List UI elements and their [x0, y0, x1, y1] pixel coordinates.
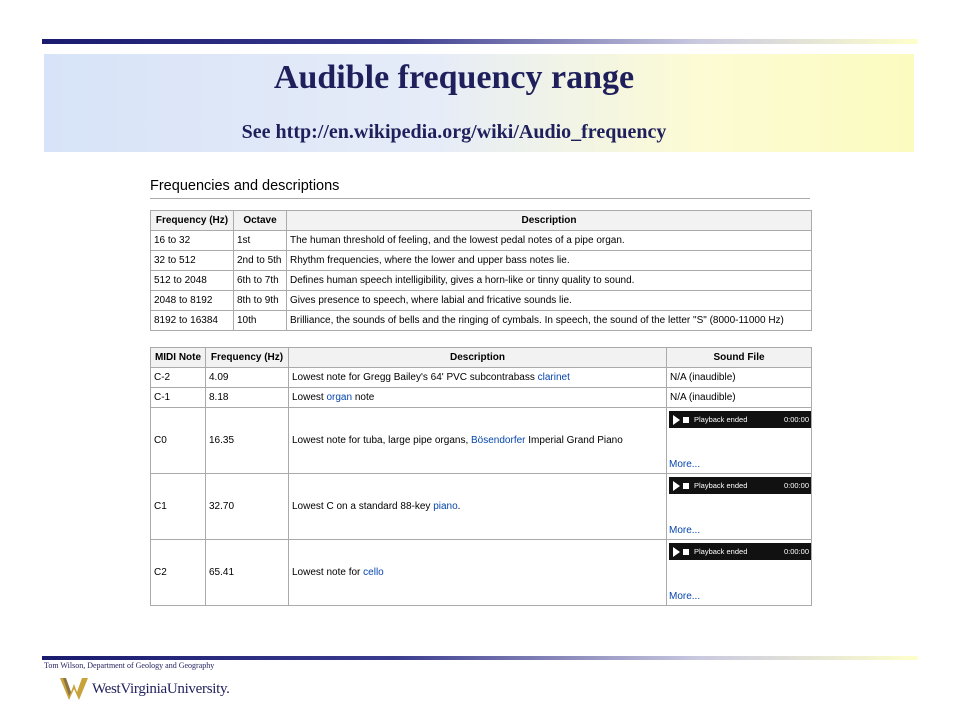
sound-file-cell	[667, 540, 812, 606]
midi-note-cell: C0	[151, 408, 206, 474]
play-icon[interactable]	[673, 481, 680, 491]
play-icon[interactable]	[673, 415, 680, 425]
description-text: Lowest	[292, 392, 327, 403]
table-header-row	[151, 348, 812, 368]
table-cell: 1st	[234, 231, 287, 251]
midi-note-cell: C1	[151, 474, 206, 540]
sound-file-cell: N/A (inaudible)	[667, 388, 812, 408]
wiki-link-bosendorfer[interactable]: Bösendorfer	[471, 435, 526, 446]
description-text: Lowest C on a standard 88-key	[292, 501, 434, 512]
title-band	[44, 54, 914, 152]
more-link[interactable]: More...	[669, 525, 701, 536]
midi-table	[150, 347, 812, 606]
table-cell: Rhythm frequencies, where the lower and upper bass notes lie.	[287, 251, 812, 271]
audio-player	[669, 477, 811, 494]
playback-status: Playback ended	[694, 481, 748, 490]
frequency-cell: 32.70	[206, 474, 289, 540]
table-cell: 8th to 9th	[234, 291, 287, 311]
column-header: Description	[287, 211, 812, 231]
slide-subtitle: See http://en.wikipedia.org/wiki/Audio_frequency	[241, 121, 667, 143]
sound-file-cell: N/A (inaudible)	[667, 368, 812, 388]
table-row	[151, 368, 812, 388]
table-cell: 8192 to 16384	[151, 311, 234, 331]
wiki-link-organ[interactable]: organ	[326, 392, 353, 403]
table-row	[151, 388, 812, 408]
table-row	[151, 408, 812, 474]
section-heading: Frequencies and descriptions	[150, 178, 340, 194]
more-link[interactable]: More...	[669, 591, 701, 602]
frequency-cell: 8.18	[206, 388, 289, 408]
wvu-logo	[60, 676, 230, 702]
frequency-table	[150, 210, 812, 331]
playback-time: 0:00:00	[783, 547, 809, 556]
play-icon[interactable]	[673, 547, 680, 557]
description-cell	[289, 474, 667, 540]
column-header: Frequency (Hz)	[151, 211, 234, 231]
description-text: Lowest note for tuba, large pipe organs,	[292, 435, 472, 446]
description-text: note	[352, 392, 375, 403]
wiki-link-cello[interactable]: cello	[363, 567, 384, 578]
table-row	[151, 271, 812, 291]
playback-time: 0:00:00	[783, 481, 809, 490]
wikipedia-screenshot	[148, 176, 809, 602]
bottom-rule	[42, 656, 918, 660]
audio-player	[669, 543, 811, 560]
wv-logo-icon	[60, 676, 88, 702]
stop-icon[interactable]	[683, 483, 689, 489]
table-cell: 512 to 2048	[151, 271, 234, 291]
table-cell: 2nd to 5th	[234, 251, 287, 271]
table-cell: 2048 to 8192	[151, 291, 234, 311]
stop-icon[interactable]	[683, 417, 689, 423]
table-row	[151, 474, 812, 540]
playback-status: Playback ended	[694, 547, 748, 556]
table-row	[151, 251, 812, 271]
description-cell	[289, 368, 667, 388]
table-row	[151, 540, 812, 606]
frequency-cell: 4.09	[206, 368, 289, 388]
table-row	[151, 311, 812, 331]
sound-file-cell	[667, 474, 812, 540]
table-cell: The human threshold of feeling, and the lowest pedal notes of a pipe organ.	[287, 231, 812, 251]
description-text: Imperial Grand Piano	[525, 435, 623, 446]
wiki-link-clarinet[interactable]: clarinet	[537, 372, 570, 383]
column-header: MIDI Note	[151, 348, 206, 368]
heading-rule	[150, 198, 810, 199]
table-cell: 16 to 32	[151, 231, 234, 251]
slide-title: Audible frequency range	[273, 59, 635, 96]
table-cell: Brilliance, the sounds of bells and the ringing of cymbals. In speech, the sound of the letter "S" (8000-11000 Hz)	[287, 311, 812, 331]
table-row	[151, 231, 812, 251]
table-header-row	[151, 211, 812, 231]
description-text: Lowest note for	[292, 567, 364, 578]
description-cell	[289, 408, 667, 474]
table-cell: Gives presence to speech, where labial and fricative sounds lie.	[287, 291, 812, 311]
description-text: .	[457, 501, 461, 512]
table-row	[151, 291, 812, 311]
stop-icon[interactable]	[683, 549, 689, 555]
playback-time: 0:00:00	[783, 415, 809, 424]
midi-note-cell: C-1	[151, 388, 206, 408]
column-header: Frequency (Hz)	[206, 348, 289, 368]
description-cell	[289, 388, 667, 408]
wvu-logo-text: WestVirginiaUniversity.	[92, 680, 230, 697]
audio-player	[669, 411, 811, 428]
wiki-link-piano[interactable]: piano	[433, 501, 458, 512]
top-rule	[42, 39, 918, 44]
frequency-cell: 65.41	[206, 540, 289, 606]
table-cell: 6th to 7th	[234, 271, 287, 291]
column-header: Description	[289, 348, 667, 368]
table-cell: 10th	[234, 311, 287, 331]
frequency-cell: 16.35	[206, 408, 289, 474]
column-header: Octave	[234, 211, 287, 231]
sound-file-cell	[667, 408, 812, 474]
footer-credit: Tom Wilson, Department of Geology and Geography	[44, 661, 215, 670]
table-cell: 32 to 512	[151, 251, 234, 271]
playback-status: Playback ended	[694, 415, 748, 424]
column-header: Sound File	[667, 348, 812, 368]
description-cell	[289, 540, 667, 606]
table-cell: Defines human speech intelligibility, gives a horn-like or tinny quality to sound.	[287, 271, 812, 291]
description-text: Lowest note for Gregg Bailey's 64' PVC subcontrabass	[292, 372, 538, 383]
midi-note-cell: C2	[151, 540, 206, 606]
midi-note-cell: C-2	[151, 368, 206, 388]
more-link[interactable]: More...	[669, 459, 701, 470]
